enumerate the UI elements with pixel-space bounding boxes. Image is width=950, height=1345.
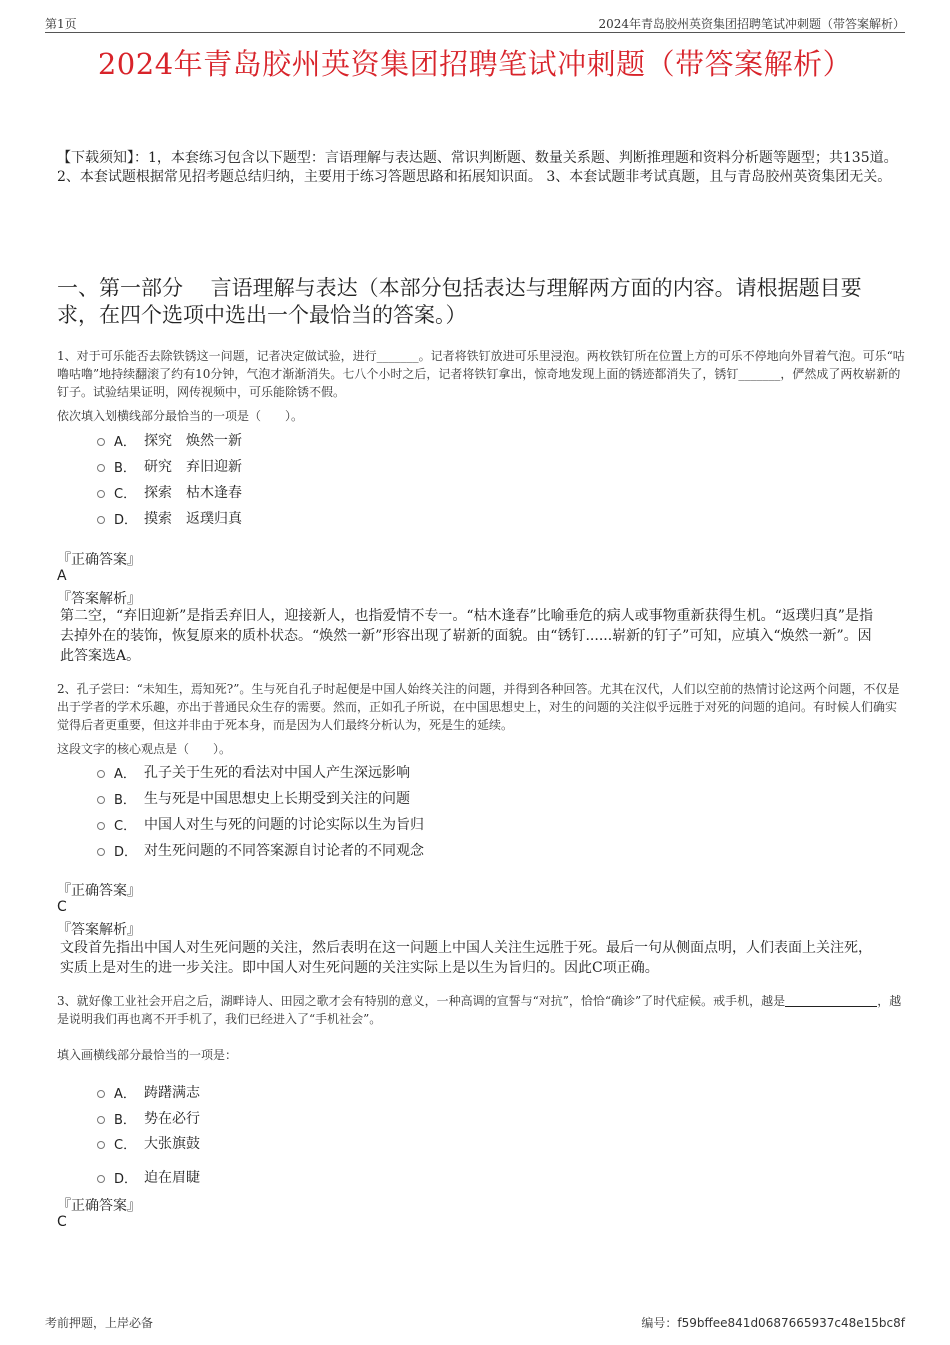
q2-analysis: 文段首先指出中国人对生死问题的关注，然后表明在这一问题上中国人关注生远胜于死。最后一句从侧面点明，人们表面上关注死，实质上是对生的进一步关注。即中国人对生死问题的关注实际上是以生为旨归的。因此C项正确。 [60, 940, 872, 976]
radio-icon[interactable] [97, 438, 105, 446]
option-letter: A． [114, 766, 136, 782]
q3-option-d[interactable] [97, 1167, 200, 1187]
q3-answer-label: 『正确答案』 [57, 1198, 141, 1214]
radio-icon[interactable] [97, 848, 105, 856]
option-text: 孔子关于生死的看法对中国人产生深远影响 [144, 765, 410, 781]
option-text: 中国人对生与死的问题的讨论实际以生为旨归 [144, 817, 424, 833]
option-text: 摸索 返璞归真 [144, 511, 242, 527]
q1-answer-label: 『正确答案』 [57, 552, 141, 568]
header-doc-title: 2024年青岛胶州英资集团招聘笔试冲刺题（带答案解析） [598, 17, 905, 31]
option-text: 研究 弃旧迎新 [144, 459, 242, 475]
q2-option-d[interactable] [97, 840, 424, 860]
footer-slogan: 考前押题，上岸必备 [45, 1316, 154, 1330]
option-text: 探究 焕然一新 [144, 433, 242, 449]
q2-answer: C [57, 899, 67, 915]
q2-answer-label: 『正确答案』 [57, 883, 141, 899]
question-3-prompt: 填入画横线部分最恰当的一项是： [57, 1048, 238, 1062]
option-letter: C． [114, 486, 137, 502]
option-letter: C． [114, 818, 137, 834]
q2-analysis-label: 『答案解析』 [57, 922, 141, 938]
section-heading: 一、第一部分 言语理解与表达（本部分包括表达与理解两方面的内容。请根据题目要求，在四个选项中选出一个最恰当的答案。） [57, 276, 862, 327]
radio-icon[interactable] [97, 822, 105, 830]
question-2-text: 2、孔子尝曰：“未知生，焉知死?”。生与死自孔子时起便是中国人始终关注的问题，并得到各种回答。尤其在汉代，人们以空前的热情讨论这两个问题，不仅是出于学者的学术乐趣，亦出于普通民众生存的需要。然而，正如孔子所说，在中国思想史上，对生的问题的关注似乎远胜于对死的问题的追问。有时候人们确实觉得后者更重要，但这并非由于死本身，而是因为人们最终分析认为，死是生的延续。 [57, 682, 900, 732]
q3-option-a[interactable] [97, 1082, 200, 1102]
q3-text-part-1: 3、就好像工业社会开启之后，湖畔诗人、田园之歌才会有特别的意义，一种高调的宣誓与“对抗”，恰恰“确诊”了时代症候。戒手机，越是 [57, 994, 786, 1008]
option-text: 探索 枯木逢春 [144, 485, 242, 501]
option-text: 势在必行 [144, 1111, 200, 1127]
q3-option-c[interactable] [97, 1133, 200, 1153]
page-title: 2024年青岛胶州英资集团招聘笔试冲刺题（带答案解析） [97, 47, 853, 81]
option-text: 迫在眉睫 [144, 1170, 200, 1186]
option-letter: B． [114, 792, 136, 808]
radio-icon[interactable] [97, 464, 105, 472]
radio-icon[interactable] [97, 1141, 105, 1149]
radio-icon[interactable] [97, 1116, 105, 1124]
option-letter: D． [114, 844, 138, 860]
q1-option-b[interactable] [97, 456, 242, 476]
option-text: 踌躇满志 [144, 1085, 200, 1101]
option-letter: C． [114, 1137, 137, 1153]
question-1-prompt: 依次填入划横线部分最恰当的一项是（ ）。 [57, 409, 304, 423]
q3-answer: C [57, 1214, 67, 1230]
q1-analysis: 第二空，“弃旧迎新”是指丢弃旧人，迎接新人，也指爱情不专一。“枯木逢春”比喻垂危的病人或事物重新获得生机。“返璞归真”是指去掉外在的装饰，恢复原来的质朴状态。“焕然一新”形容出现了崭新的面貌。由“锈钉......崭新的钉子”可知，应填入“焕然一新”。因此答案选A。 [60, 608, 873, 664]
header-divider [45, 32, 905, 33]
q3-text-part-2: ，越是说明我们再也离不开手机了，我们已经进入了“手机社会”。 [57, 994, 902, 1026]
option-text: 大张旗鼓 [144, 1136, 200, 1152]
option-letter: B． [114, 460, 136, 476]
q1-option-a[interactable] [97, 430, 242, 450]
question-3-text [57, 992, 905, 1028]
option-letter: A． [114, 1086, 136, 1102]
download-notice: 【下载须知】：1，本套练习包含以下题型：言语理解与表达题、常识判断题、数量关系题、判断推理题和资料分析题等题型；共135道。 2、本套试题根据常见招考题总结归纳，主要用于练习答题思路和拓展知识面。 3、本套试题非考试真题，且与青岛胶州英资集团无关。 [57, 150, 898, 185]
footer-doc-id: 编号：f59bffee841d0687665937c48e15bc8f [641, 1316, 905, 1330]
question-2-prompt: 这段文字的核心观点是（ ）。 [57, 742, 232, 756]
option-letter: A． [114, 434, 136, 450]
radio-icon[interactable] [97, 516, 105, 524]
radio-icon[interactable] [97, 490, 105, 498]
q2-option-b[interactable] [97, 788, 410, 808]
q2-option-c[interactable] [97, 814, 424, 834]
option-text: 对生死问题的不同答案源自讨论者的不同观念 [144, 843, 424, 859]
q1-option-d[interactable] [97, 508, 242, 528]
question-1-text: 1、对于可乐能否去除铁锈这一问题，记者决定做试验，进行_______。记者将铁钉放进可乐里浸泡。两枚铁钉所在位置上方的可乐不停地向外冒着气泡。可乐“咕噜咕噜”地持续翻滚了约有10分钟，气泡才渐渐消失。七八个小时之后，记者将铁钉拿出，惊奇地发现上面的锈迹都消失了，锈钉_______，俨然成了两枚崭新的钉子。试验结果证明，网传视频中，可乐能除锈不假。 [57, 349, 905, 399]
radio-icon[interactable] [97, 796, 105, 804]
page-number: 第1页 [45, 17, 77, 31]
q1-answer: A [57, 568, 67, 584]
option-letter: B． [114, 1112, 136, 1128]
fill-blank [785, 994, 877, 1007]
q3-option-b[interactable] [97, 1108, 200, 1128]
radio-icon[interactable] [97, 1090, 105, 1098]
option-text: 生与死是中国思想史上长期受到关注的问题 [144, 791, 410, 807]
option-letter: D． [114, 512, 138, 528]
option-letter: D． [114, 1171, 138, 1187]
radio-icon[interactable] [97, 1175, 105, 1183]
q1-option-c[interactable] [97, 482, 242, 502]
radio-icon[interactable] [97, 770, 105, 778]
q2-option-a[interactable] [97, 762, 410, 782]
q1-analysis-label: 『答案解析』 [57, 591, 141, 607]
